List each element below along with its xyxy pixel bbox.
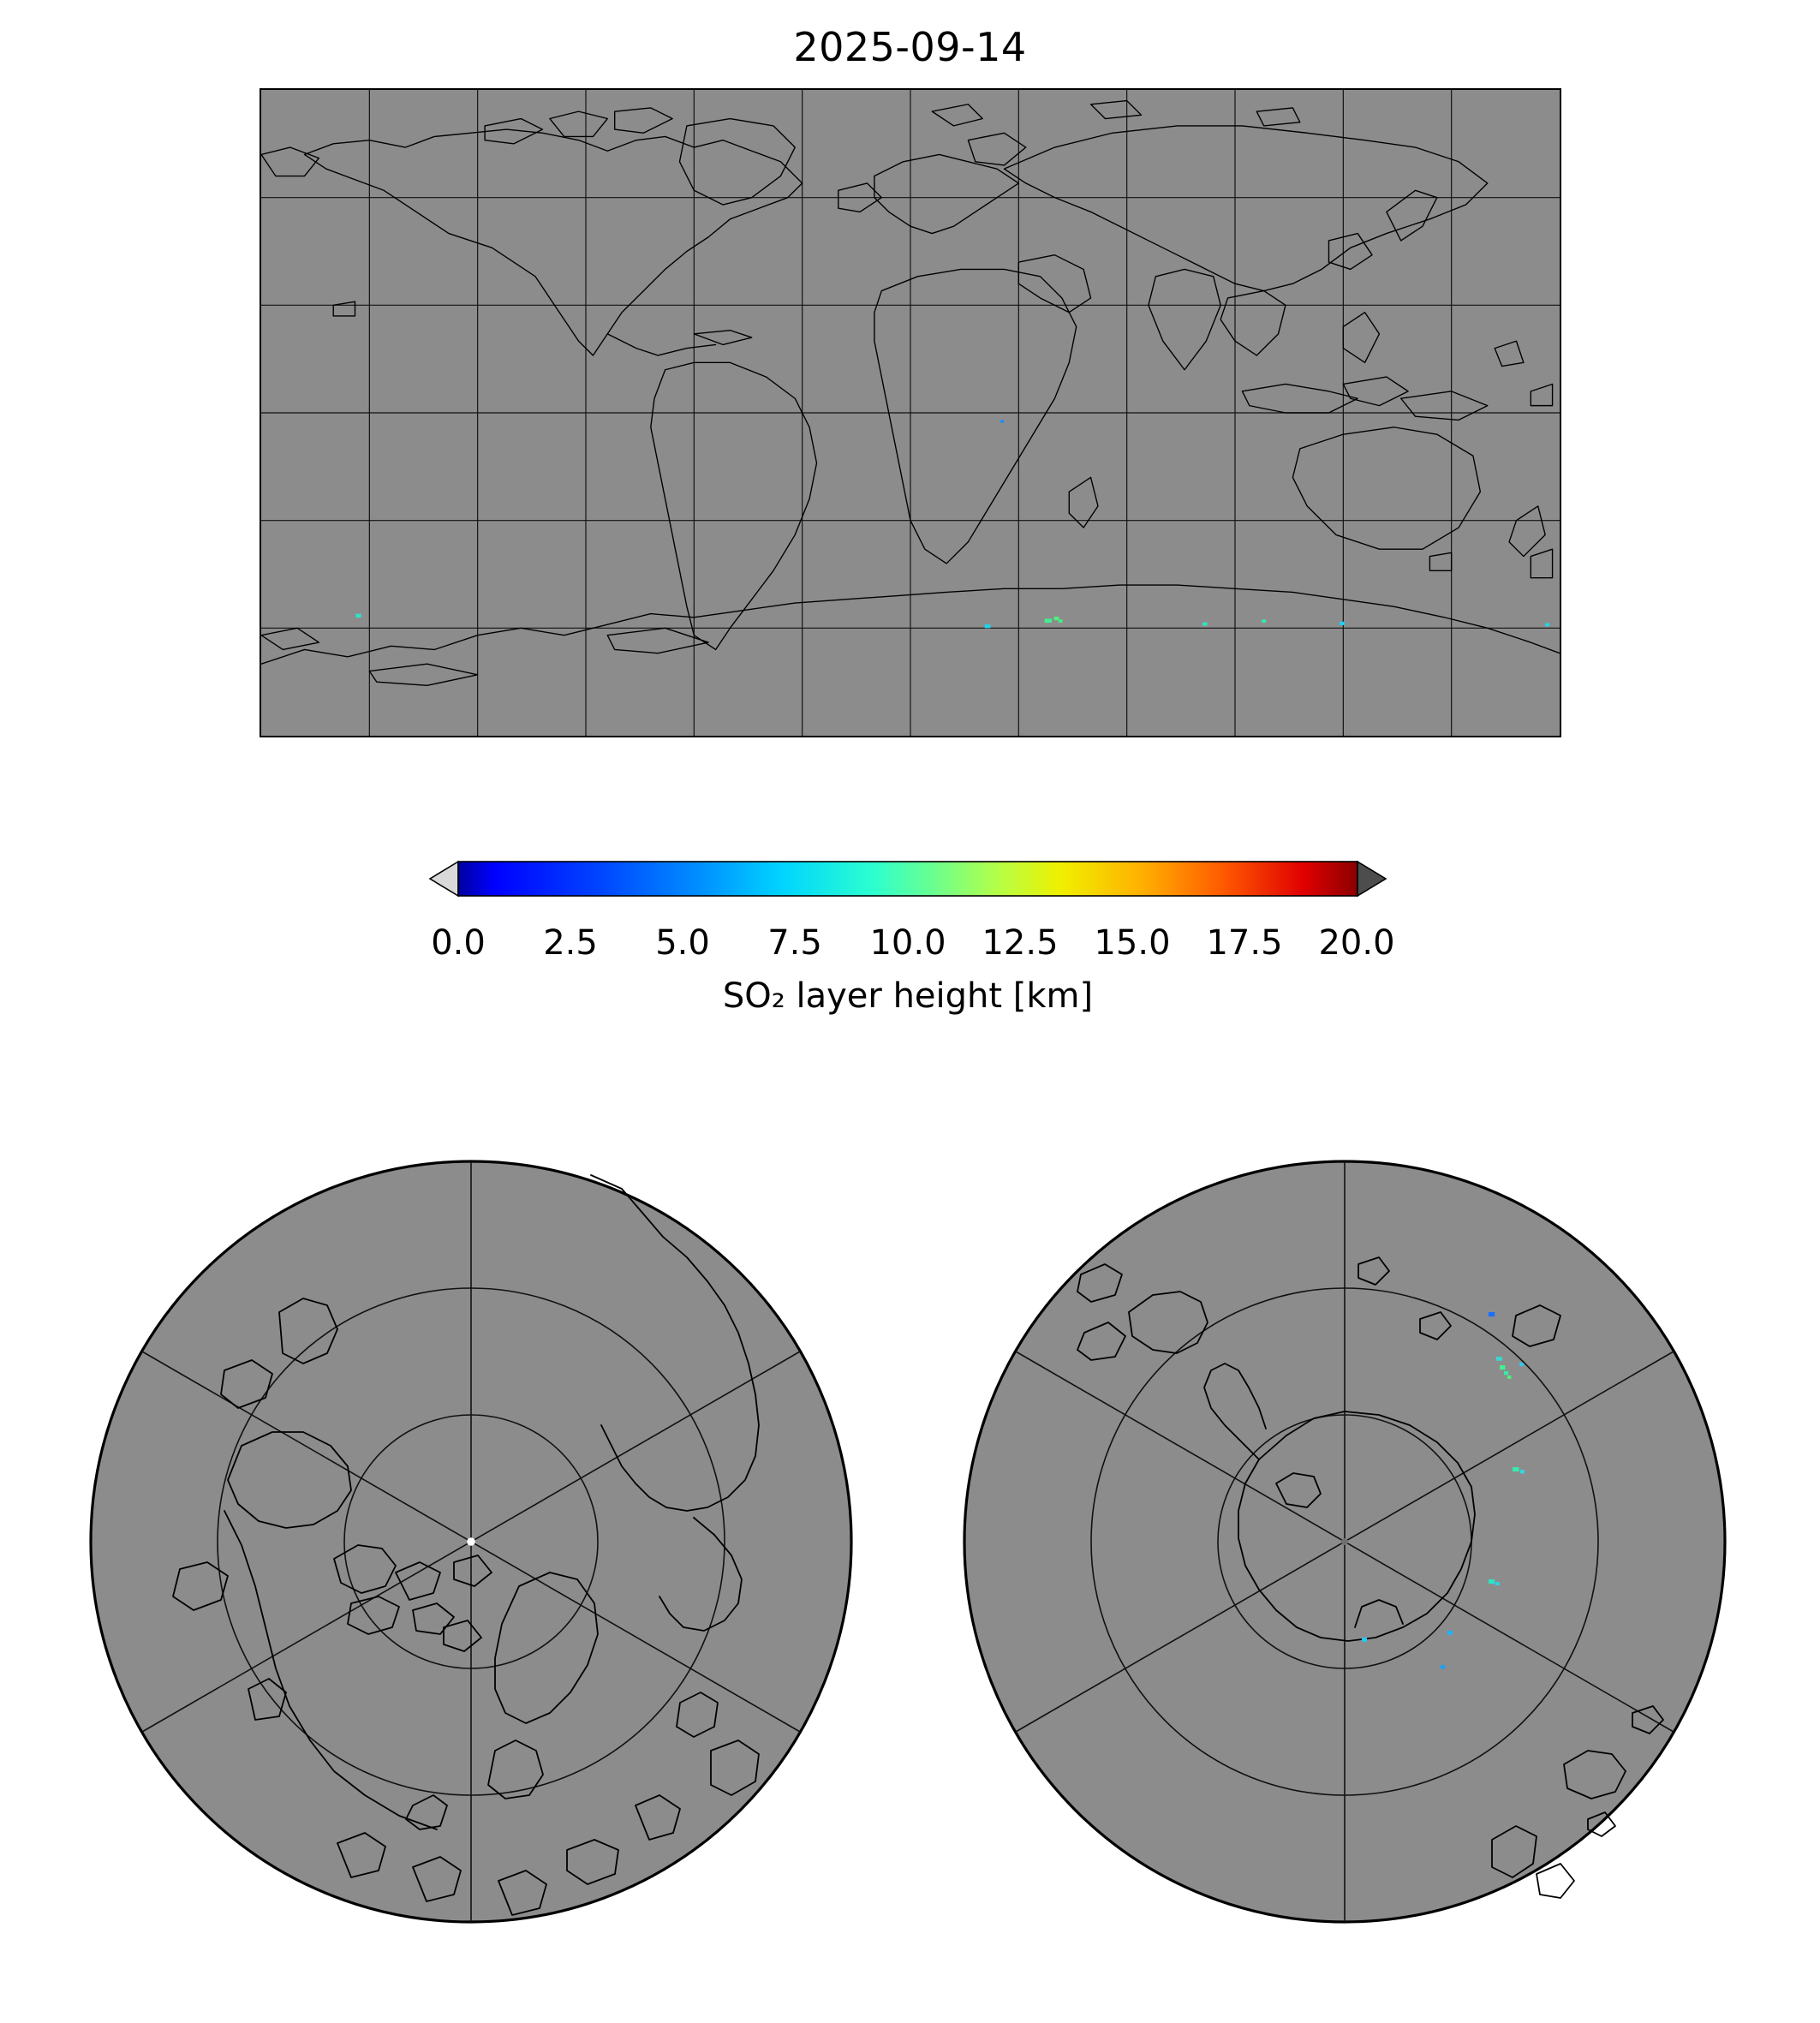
north-polar-panel [77,1113,865,1970]
colorbar-tick-1: 2.5 [543,923,598,963]
chart-title: 2025-09-14 [793,24,1027,70]
colorbar-tick-0: 0.0 [431,923,486,963]
colorbar-under-arrow [430,862,458,896]
colorbar-tick-2: 5.0 [655,923,710,963]
south-polar-panel [951,1113,1739,1970]
colorbar-axis-label: SO₂ layer height [km] [722,976,1094,1016]
colorbar-tick-5: 12.5 [982,923,1059,963]
colorbar-tick-8: 20.0 [1318,923,1395,963]
colorbar [411,856,1405,1028]
colorbar-tick-6: 15.0 [1094,923,1171,963]
figure-background-note [0,0,1,1]
colorbar-tick-3: 7.5 [767,923,822,963]
colorbar-gradient [458,862,1358,896]
north-polar-svg [77,1113,865,1970]
south-polar-svg [951,1113,1739,1970]
global-map-svg [261,90,1560,736]
colorbar-over-arrow [1358,862,1386,896]
colorbar-tick-4: 10.0 [869,923,946,963]
colorbar-tick-labels [411,923,1405,963]
colorbar-svg [411,856,1405,923]
global-map-panel [260,88,1561,737]
colorbar-tick-7: 17.5 [1206,923,1283,963]
